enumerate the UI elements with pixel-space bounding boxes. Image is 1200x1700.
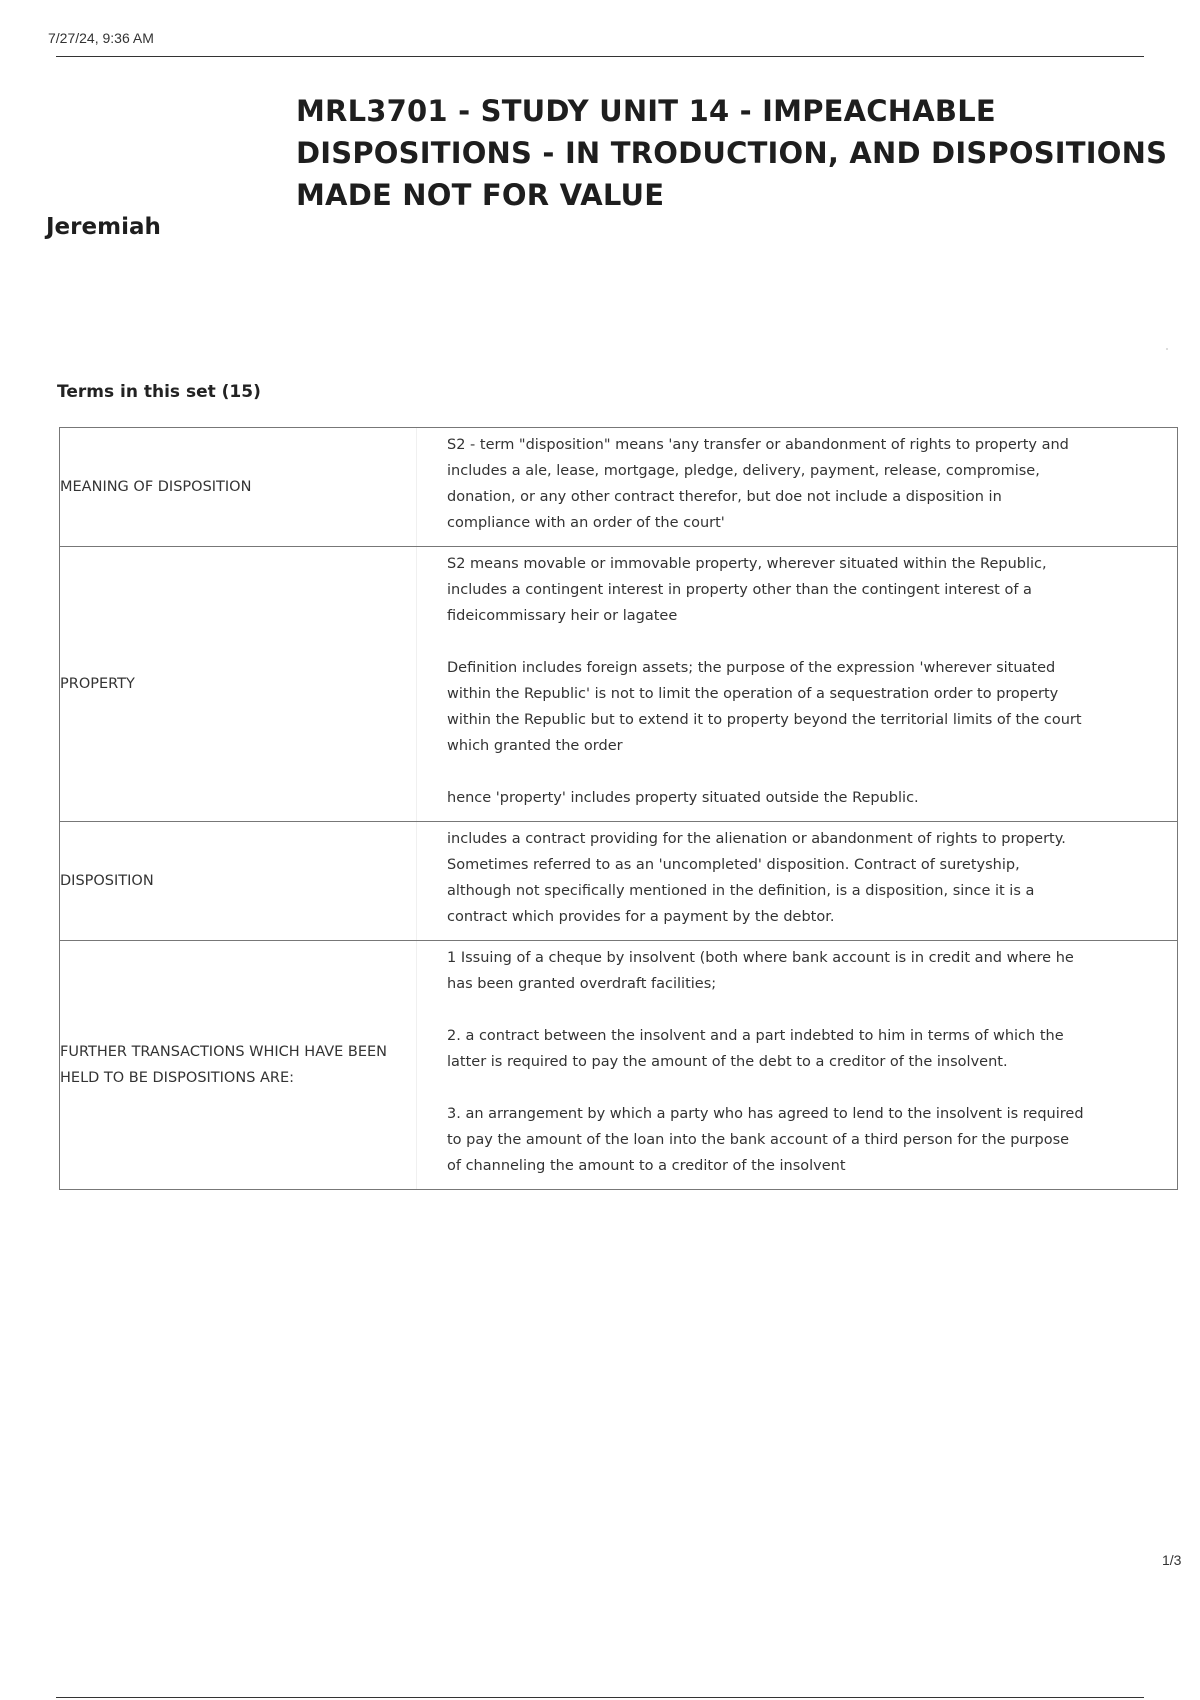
definition-paragraph: 1 Issuing of a cheque by insolvent (both where bank account is in credit and where he has been granted overdraft facilities; bbox=[447, 950, 1074, 992]
term-row bbox=[60, 547, 1178, 822]
definition-paragraph: hence 'property' includes property situated outside the Republic. bbox=[447, 790, 919, 806]
header-divider bbox=[56, 56, 1144, 57]
author-name: Jeremiah bbox=[46, 214, 161, 240]
definition-paragraph: S2 - term "disposition" means 'any transfer or abandonment of rights to property and includes a ale, lease, mortgage, pledge, delivery, payment, release, compromise, donation, or any other contract therefor, but doe not include a disposition in compliance with an order of the court' bbox=[447, 437, 1069, 531]
terms-count-heading: Terms in this set (15) bbox=[57, 382, 261, 402]
definition-paragraph: 3. an arrangement by which a party who has agreed to lend to the insolvent is required to pay the amount of the loan into the bank account of a third person for the purpose of channeling the amount to a creditor of the insolvent bbox=[447, 1106, 1084, 1174]
term-row bbox=[60, 428, 1178, 547]
term-definition bbox=[417, 822, 1178, 941]
term-label: FURTHER TRANSACTIONS WHICH HAVE BEEN HELD TO BE DISPOSITIONS ARE: bbox=[60, 941, 417, 1190]
term-definition bbox=[417, 428, 1178, 547]
definition-paragraph: Definition includes foreign assets; the purpose of the expression 'wherever situated within the Republic' is not to limit the operation of a sequestration order to property within the Republic but to extend it to property beyond the territorial limits of the court which granted the order bbox=[447, 660, 1082, 754]
definition-paragraph: includes a contract providing for the alienation or abandonment of rights to property. Sometimes referred to as an 'uncompleted' disposition. Contract of suretyship, although not specifically mentioned in the definition, is a disposition, since it is a contract which provides for a payment by the debtor. bbox=[447, 831, 1066, 925]
term-label: PROPERTY bbox=[60, 547, 417, 822]
document-title: MRL3701 - STUDY UNIT 14 - IMPEACHABLE DISPOSITIONS - IN TRODUCTION, AND DISPOSITIONS MADE NOT FOR VALUE bbox=[296, 94, 1168, 212]
term-definition bbox=[417, 941, 1178, 1190]
terms-table bbox=[59, 427, 1178, 1190]
print-timestamp: 7/27/24, 9:36 AM bbox=[48, 30, 154, 46]
term-label: MEANING OF DISPOSITION bbox=[60, 428, 417, 547]
footer-divider bbox=[56, 1697, 1144, 1698]
term-label: DISPOSITION bbox=[60, 822, 417, 941]
term-row bbox=[60, 822, 1178, 941]
term-definition bbox=[417, 547, 1178, 822]
page-number: 1/3 bbox=[1162, 1552, 1182, 1568]
definition-paragraph: S2 means movable or immovable property, wherever situated within the Republic, includes a contingent interest in property other than the contingent interest of a fideicommissary heir or lagatee bbox=[447, 556, 1047, 624]
term-row bbox=[60, 941, 1178, 1190]
stray-dot bbox=[1166, 348, 1168, 350]
definition-paragraph: 2. a contract between the insolvent and a part indebted to him in terms of which the latter is required to pay the amount of the debt to a creditor of the insolvent. bbox=[447, 1028, 1064, 1070]
